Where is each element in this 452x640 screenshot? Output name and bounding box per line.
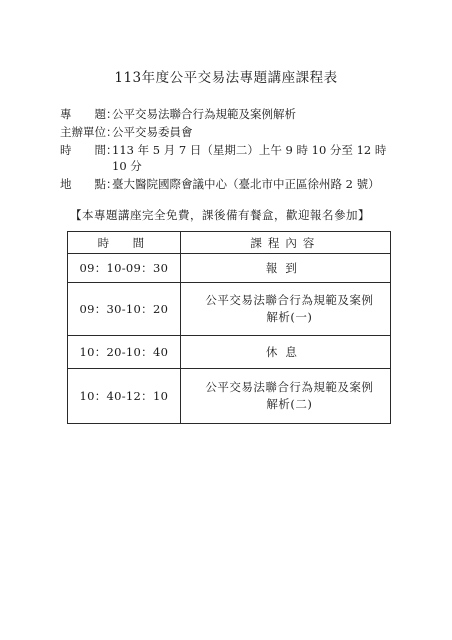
topic-label: 專 題： xyxy=(60,107,118,121)
row-content: 休息 xyxy=(180,336,390,369)
table-row xyxy=(68,254,391,283)
topic-value: 公平交易法聯合行為規範及案例解析 xyxy=(112,107,296,121)
row-content: 公平交易法聯合行為規範及案例解析(二) xyxy=(180,369,390,424)
table-header-row xyxy=(68,232,391,254)
time-row xyxy=(60,142,386,158)
host-value: 公平交易委員會 xyxy=(112,125,193,139)
header-time: 時 間 xyxy=(68,232,181,254)
table-row xyxy=(68,283,391,336)
time-label: 時 間： xyxy=(60,143,118,157)
topic-row xyxy=(60,106,296,122)
host-label: 主辦單位： xyxy=(60,125,118,139)
time-row-continued xyxy=(112,158,142,174)
row-time: 10：20-10：40 xyxy=(68,336,181,369)
schedule-table xyxy=(67,231,391,424)
row-content: 報到 xyxy=(180,254,390,283)
row-time: 10：40-12：10 xyxy=(68,369,181,424)
place-label: 地 點： xyxy=(60,177,118,191)
row-time: 09：10-09：30 xyxy=(68,254,181,283)
time-value: 113 年 5 月 7 日（星期二）上午 9 時 10 分至 12 時 xyxy=(112,143,387,157)
document-title: 113年度公平交易法專題講座課程表 xyxy=(114,70,338,86)
table-row xyxy=(68,369,391,424)
header-content: 課程內容 xyxy=(180,232,390,254)
place-row xyxy=(60,176,380,192)
table-row xyxy=(68,336,391,369)
row-content: 公平交易法聯合行為規範及案例解析(一) xyxy=(180,283,390,336)
free-event-notice: 【本專題講座完全免費，課後備有餐盒，歡迎報名參加】 xyxy=(70,208,370,222)
host-row xyxy=(60,124,193,140)
time-value-continued: 10 分 xyxy=(112,159,142,173)
row-time: 09：30-10：20 xyxy=(68,283,181,336)
place-value: 臺大醫院國際會議中心（臺北市中正區徐州路 2 號） xyxy=(112,177,380,191)
